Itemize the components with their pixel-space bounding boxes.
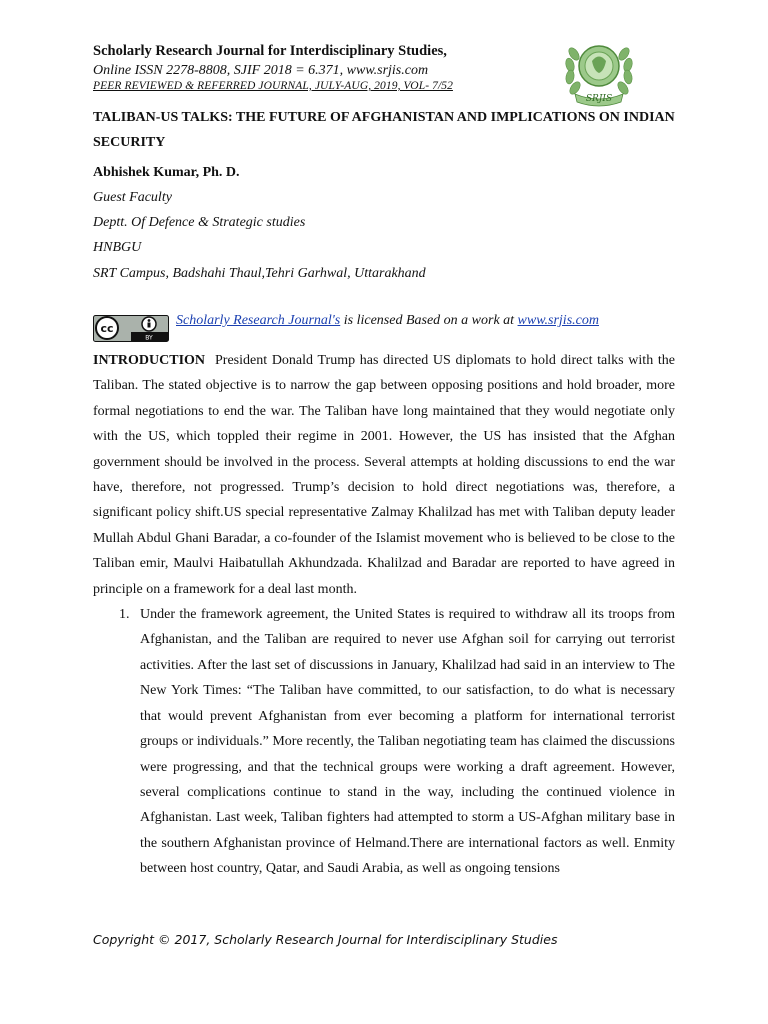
cc-by-license-icon[interactable] (93, 315, 169, 342)
journal-link[interactable]: Scholarly Research Journal's (176, 313, 341, 328)
intro-text: President Donald Trump has directed US diplomats to hold direct talks with the Taliban. The stated objective is to narrow the gap between opposing positions and hold broader, more formal negotiations to end the war. The Taliban have long maintained that they would negotiate only with the US, which toppled their regime in 2001. However, the US has insisted that the Afghan government should be involved in the process. Several attempts at holding discussions to end the war have, therefore, not progressed. Trump’s decision to hold direct negotiations was, therefore, a significant policy shift.US special representative Zalmay Khalilzad has met with Taliban deputy leader Mullah Abdul Ghani Baradar, a co-founder of the Islamist movement who is believed to be close to the Taliban emir, Maulvi Haibatullah Akhundzada. Khalilzad and Baradar are reported to have agreed in principle on a framework for a deal last month. (93, 353, 675, 597)
intro-paragraph (93, 348, 675, 602)
author-university: HNBGU (93, 240, 142, 255)
website-link[interactable]: www.srjis.com (517, 313, 599, 328)
list-item-text: Under the framework agreement, the United States is required to withdraw all its troops from Afghanistan, and the Taliban are required to never use Afghan soil for carrying out terrorist activities. After the last set of discussions in January, Khalilzad had said in an interview to The New York Times: “The Taliban have committed, to our satisfaction, to do what is necessary that would prevent Afghanistan from ever becoming a platform for international terrorist groups or individuals.” More recently, the Taliban negotiating team has claimed the discussions were progressing, and that the technical groups were working a draft agreement. However, several complications continue to stand in the way, including the continued violence in Afghanistan. Last week, Taliban fighters had attempted to storm a US-Afghan military base in the southern Afghanistan province of Helmand.There are international factors as well. Enmity between host country, Qatar, and Saudi Arabia, as well as ongoing tensions (140, 607, 675, 877)
logo-text: SRJIS (585, 94, 613, 104)
by-label: BY (145, 334, 153, 342)
intro-heading: INTRODUCTION (93, 353, 206, 368)
author-address: SRT Campus, Badshahi Thaul,Tehri Garhwal, Uttarakhand (93, 266, 426, 281)
review-line: PEER REVIEWED & REFERRED JOURNAL, JULY-AUG, 2019, VOL- 7/52 (93, 80, 453, 92)
author-department: Deptt. Of Defence & Strategic studies (93, 215, 306, 230)
issn-line: Online ISSN 2278-8808, SJIF 2018 = 6.371, www.srjis.com (93, 63, 429, 78)
author-name: Abhishek Kumar, Ph. D. (93, 165, 240, 180)
article-body (93, 348, 675, 882)
license-row (93, 312, 675, 342)
license-middle-text: is licensed Based on a work at (340, 313, 518, 328)
srjis-logo (561, 32, 637, 108)
license-text (176, 313, 599, 329)
author-position: Guest Faculty (93, 190, 172, 205)
numbered-list (93, 602, 675, 881)
journal-name: Scholarly Research Journal for Interdisciplinary Studies, (93, 43, 447, 59)
article-title: TALIBAN-US TALKS: THE FUTURE OF AFGHANISTAN AND IMPLICATIONS ON INDIAN SECURITY (93, 110, 675, 150)
cc-label: cc (100, 322, 114, 335)
list-item (93, 602, 675, 881)
copyright-footer: Copyright © 2017, Scholarly Research Journal for Interdisciplinary Studies (93, 932, 558, 947)
list-item-number: 1. (119, 607, 130, 623)
